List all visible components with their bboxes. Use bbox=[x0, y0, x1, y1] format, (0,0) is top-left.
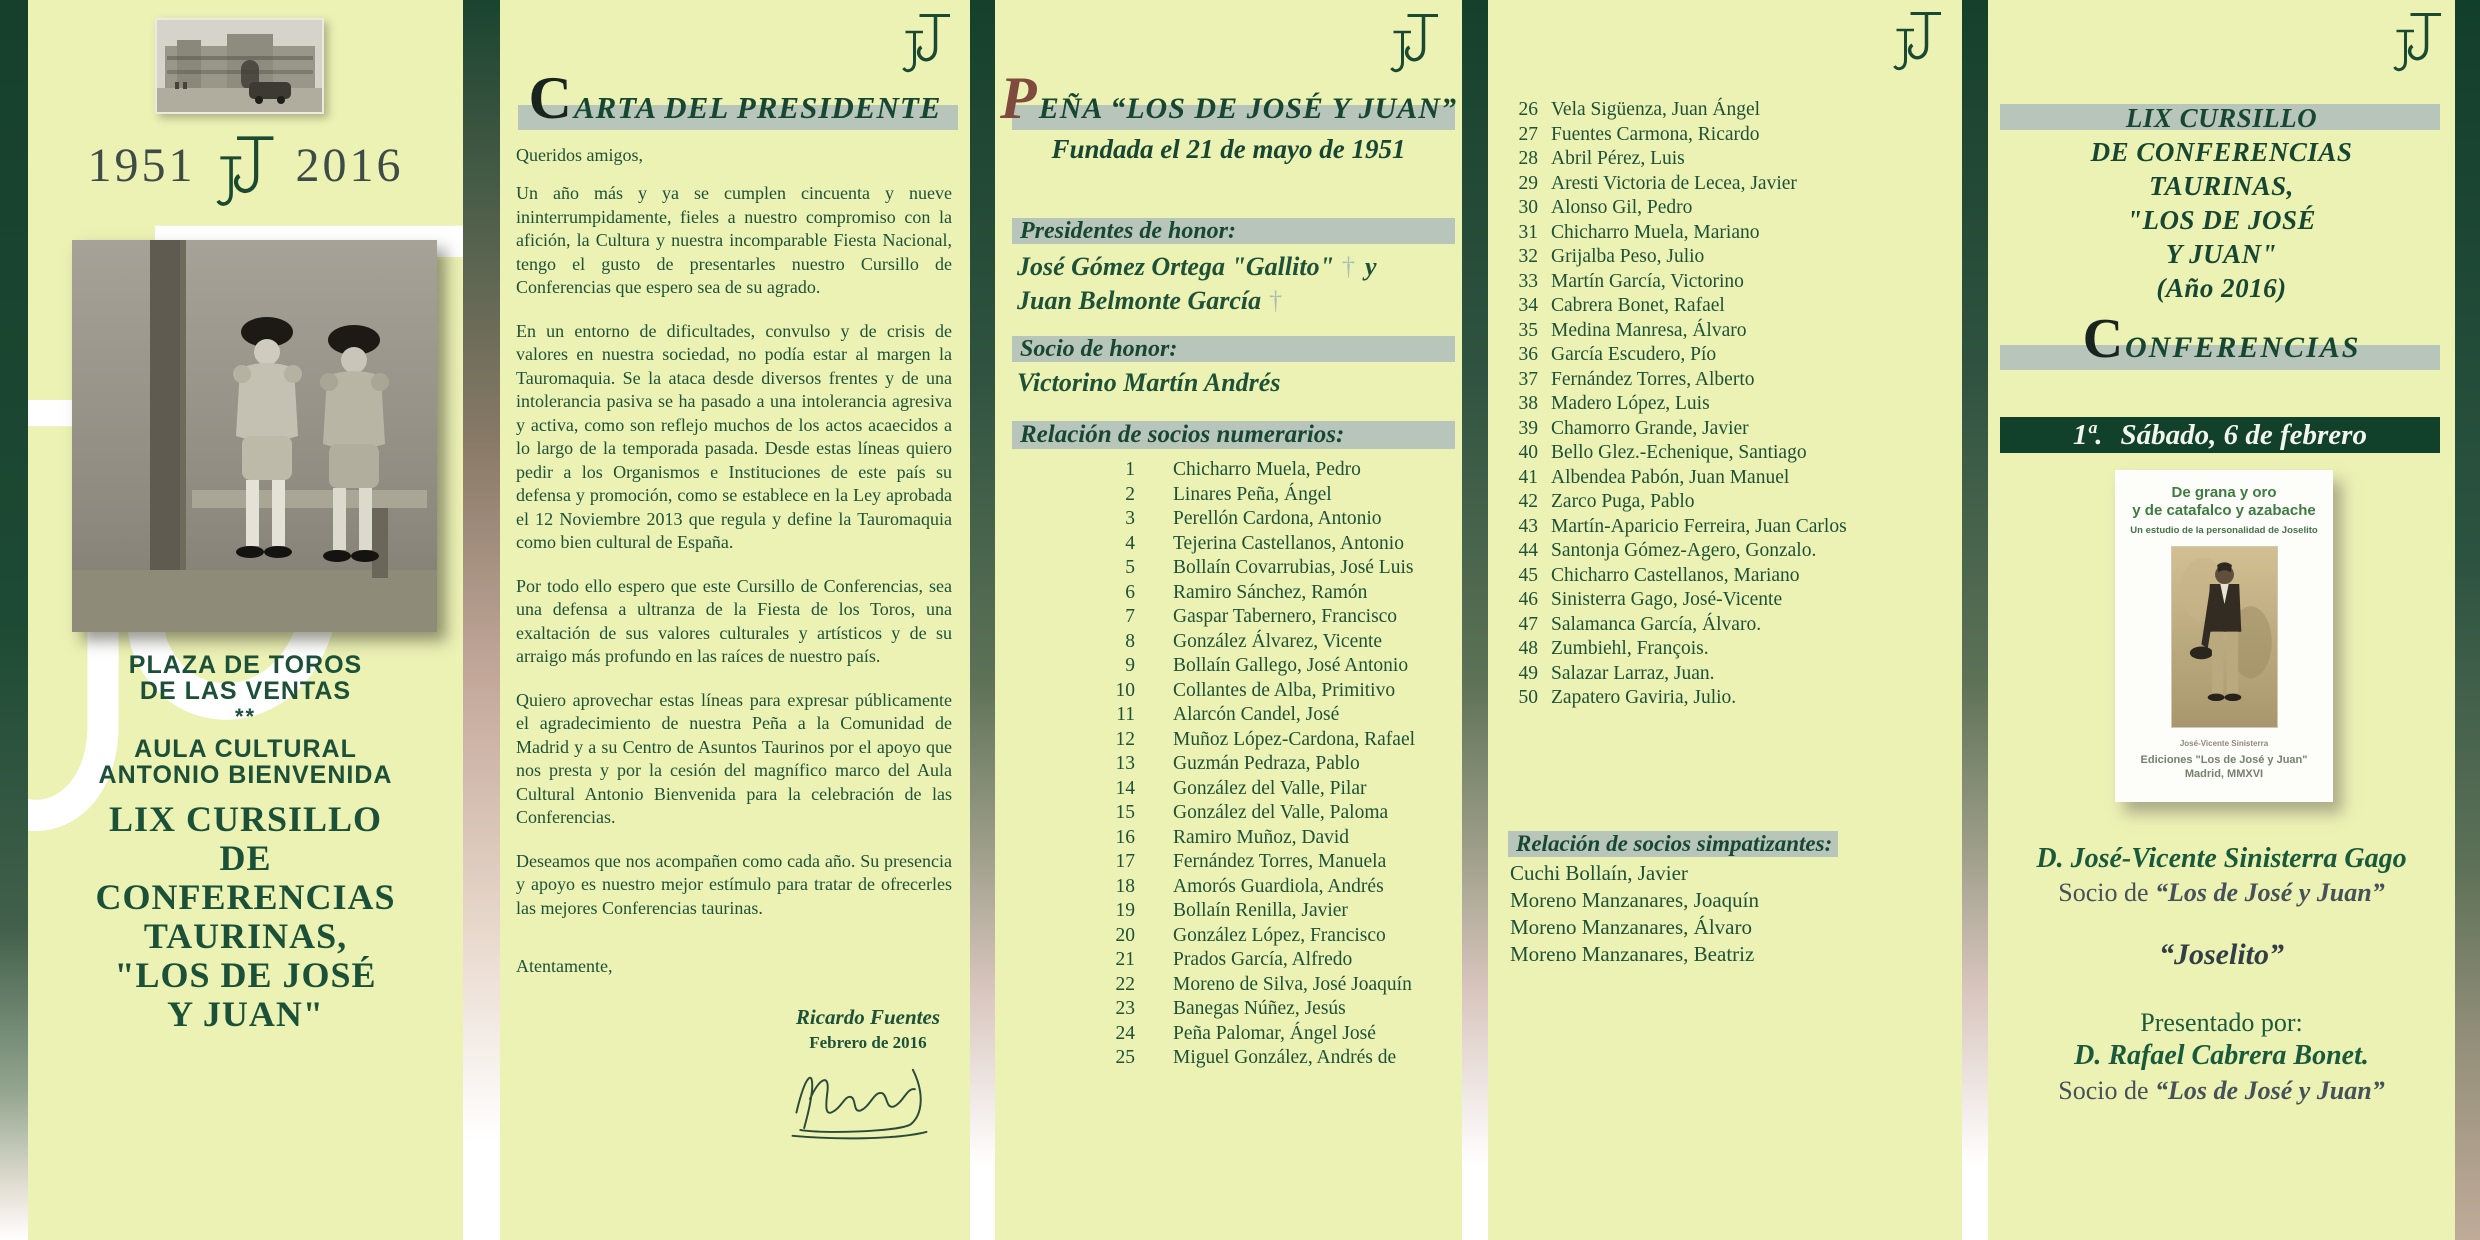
member-row bbox=[995, 556, 1458, 581]
member-number: 38 bbox=[1518, 393, 1538, 414]
member-name: Medina Manresa, Álvaro bbox=[1551, 319, 1747, 341]
member-name: Salazar Larraz, Juan. bbox=[1551, 662, 1715, 684]
member-number: 3 bbox=[1125, 508, 1135, 529]
member-row bbox=[1492, 515, 1958, 540]
letter-paragraph: Un año más y ya se cumplen cincuenta y nueve ininterrumpidamente, fieles a nuestro compromiso con la afición, la Cultura y nuestra incomparable Fiesta Nacional, tengo el gusto de presentarles nuestro Cursillo de Conferencias que espero sea de su agrado. bbox=[516, 183, 952, 297]
panel-program bbox=[1988, 0, 2455, 1240]
member-name: Tejerina Castellanos, Antonio bbox=[1173, 532, 1404, 554]
jj-monogram-icon bbox=[1390, 12, 1440, 74]
member-row bbox=[995, 483, 1458, 508]
member-name: Banegas Núñez, Jesús bbox=[1173, 998, 1346, 1019]
program-title bbox=[1988, 101, 2455, 305]
member-number: 33 bbox=[1518, 270, 1538, 292]
member-number: 37 bbox=[1518, 368, 1538, 390]
honor-member-name: Victorino Martín Andrés bbox=[1017, 368, 1281, 397]
member-row bbox=[995, 752, 1458, 777]
member-row bbox=[1492, 368, 1958, 393]
member-number: 15 bbox=[1115, 802, 1135, 823]
member-name: Bollaín Gallego, José Antonio bbox=[1173, 655, 1409, 676]
member-name: Madero López, Luis bbox=[1551, 393, 1710, 414]
session-date: Sábado, 6 de febrero bbox=[2120, 419, 2367, 451]
toreros-photo bbox=[72, 240, 437, 632]
letter-paragraph: Quiero aprovechar estas líneas para expresar públicamente el agradecimiento de nuestra Peña a la Comunidad de Madrid y a su Centro de Asuntos Taurinos por el apoyo que nos presta y por la cesión del magnífico marco del Aula Cultural Antonio Bienvenida para la celebración de las Conferencias. bbox=[516, 689, 952, 827]
member-name: Chicharro Muela, Mariano bbox=[1551, 221, 1760, 243]
member-number: 41 bbox=[1518, 466, 1538, 488]
member-row bbox=[1492, 613, 1958, 638]
member-row bbox=[995, 948, 1458, 973]
member-name: Chicharro Muela, Pedro bbox=[1173, 459, 1361, 480]
member-row bbox=[1492, 564, 1958, 589]
letter-paragraph: Deseamos que nos acompañen como cada año. Su presencia y apoyo es nuestro mejor estímulo para tratar de ofrecerles las mejores Conferencias taurinas. bbox=[516, 850, 952, 918]
member-name: García Escudero, Pío bbox=[1551, 344, 1717, 365]
aula-line: AULA CULTURAL bbox=[134, 735, 357, 763]
member-number: 39 bbox=[1518, 417, 1538, 439]
member-number: 28 bbox=[1518, 148, 1538, 169]
member-row bbox=[995, 899, 1458, 924]
cover-title bbox=[28, 800, 463, 1034]
panel-cover bbox=[28, 0, 463, 1240]
panel-members bbox=[1488, 0, 1962, 1240]
member-name: Martín García, Victorino bbox=[1551, 270, 1744, 292]
cover-title-line: "LOS DE JOSÉ bbox=[114, 955, 377, 995]
member-name: Zapatero Gaviria, Julio. bbox=[1551, 687, 1737, 708]
member-name: Miguel González, Andrés de bbox=[1173, 1047, 1397, 1068]
cover-title-line: CONFERENCIAS bbox=[95, 877, 396, 917]
member-row bbox=[1492, 637, 1958, 662]
member-row bbox=[1492, 392, 1958, 417]
member-row bbox=[995, 826, 1458, 851]
panel-pena bbox=[995, 0, 1462, 1240]
letter-paragraph: En un entorno de dificultades, convulso y de crisis de valores en nuestra sociedad, no podía estar al margen la Tauromaquia. Se la ataca desde diversos frentes y de una intolerancia pasiva se ha pasado a una intolerancia agresiva y activa, como son reflejo muchos de los actos acaecidos a lo largo de la temporada pasada. Desde estas líneas quiero pedir a los Organismos e Instituciones de este país su defensa y promoción, como se establece en la Ley aprobada el 12 Noviembre 2013 que regula y define la Tauromaquia como bien cultural de España. bbox=[516, 320, 952, 552]
member-number: 1 bbox=[1125, 459, 1135, 480]
cover-title-line: DE bbox=[219, 838, 272, 878]
member-name: Fernández Torres, Alberto bbox=[1551, 368, 1755, 390]
year-end: 2016 bbox=[295, 139, 404, 192]
member-number: 27 bbox=[1518, 123, 1538, 145]
member-row bbox=[995, 875, 1458, 900]
program-title-line: LIX CURSILLO bbox=[2125, 103, 2318, 133]
jj-monogram-icon bbox=[902, 12, 952, 74]
member-number: 36 bbox=[1518, 344, 1538, 365]
simpatizante-name: Moreno Manzanares, Beatriz bbox=[1510, 942, 1755, 966]
numerarios-label: Relación de socios numerarios: bbox=[1020, 421, 1345, 448]
member-name: González Álvarez, Vicente bbox=[1173, 630, 1383, 652]
pena-heading bbox=[995, 65, 1462, 143]
member-row bbox=[1492, 221, 1958, 246]
member-row bbox=[1492, 123, 1958, 148]
member-row bbox=[1492, 172, 1958, 197]
member-row bbox=[995, 458, 1458, 483]
simpatizantes-list bbox=[1510, 860, 1759, 968]
member-name: Aresti Victoria de Lecea, Javier bbox=[1551, 172, 1797, 194]
member-row bbox=[1492, 588, 1958, 613]
member-number: 25 bbox=[1115, 1047, 1135, 1068]
member-number: 10 bbox=[1115, 679, 1135, 701]
member-name: Perellón Cardona, Antonio bbox=[1173, 508, 1382, 529]
member-row bbox=[995, 777, 1458, 802]
heading-initial: C bbox=[528, 65, 574, 131]
cross-icon: † bbox=[1269, 286, 1283, 315]
simpatizante-name: Cuchi Bollaín, Javier bbox=[1510, 861, 1688, 885]
book-author: José-Vicente Sinisterra bbox=[2179, 739, 2269, 748]
member-name: González del Valle, Paloma bbox=[1173, 802, 1389, 823]
member-name: Grijalba Peso, Julio bbox=[1551, 246, 1705, 267]
simpatizantes-bar bbox=[1508, 831, 1838, 857]
member-number: 9 bbox=[1125, 655, 1135, 676]
member-number: 6 bbox=[1125, 581, 1135, 603]
member-name: Santonja Gómez-Agero, Gonzalo. bbox=[1551, 540, 1817, 561]
member-row bbox=[1492, 466, 1958, 491]
member-number: 11 bbox=[1116, 704, 1135, 725]
member-number: 34 bbox=[1518, 295, 1538, 316]
member-number: 50 bbox=[1518, 687, 1538, 708]
member-row bbox=[1492, 294, 1958, 319]
member-number: 12 bbox=[1115, 728, 1135, 750]
honor-presidents-label: Presidentes de honor: bbox=[1020, 218, 1236, 244]
venue-lines bbox=[28, 652, 463, 704]
member-number: 5 bbox=[1125, 557, 1135, 578]
member-number: 45 bbox=[1518, 564, 1538, 586]
program-title-line: Y JUAN" bbox=[2165, 239, 2278, 269]
simpatizante-name: Moreno Manzanares, Joaquín bbox=[1510, 888, 1760, 912]
member-number: 16 bbox=[1115, 826, 1135, 848]
honor-member-bar bbox=[1012, 336, 1455, 362]
conjunction: y bbox=[1365, 252, 1377, 281]
member-row bbox=[995, 605, 1458, 630]
plaza-de-las-ventas-photo bbox=[155, 18, 324, 114]
numerarios-list bbox=[995, 458, 1458, 1071]
member-name: Linares Peña, Ángel bbox=[1173, 483, 1332, 505]
aula-line: ANTONIO BIENVENIDA bbox=[98, 761, 393, 789]
member-number: 22 bbox=[1115, 973, 1135, 995]
member-number: 29 bbox=[1518, 172, 1538, 194]
fold-gutter bbox=[463, 0, 500, 1240]
member-name: Abril Pérez, Luis bbox=[1551, 148, 1685, 169]
member-row bbox=[995, 532, 1458, 557]
member-name: Ramiro Sánchez, Ramón bbox=[1173, 581, 1368, 603]
member-row bbox=[995, 1022, 1458, 1047]
cover-title-line: LIX CURSILLO bbox=[108, 799, 383, 839]
member-name: Alonso Gil, Pedro bbox=[1551, 197, 1693, 218]
member-row bbox=[995, 801, 1458, 826]
member-number: 31 bbox=[1518, 221, 1538, 243]
honor-president-2: Juan Belmonte García † bbox=[1017, 286, 1292, 316]
lecture-title: “Joselito” bbox=[2159, 938, 2284, 971]
signed-date: Febrero de 2016 bbox=[809, 1033, 927, 1052]
aula-lines bbox=[28, 736, 463, 788]
presented-by-label: Presentado por: bbox=[2140, 1008, 2303, 1037]
book-title: De grana y oro y de catafalco y azabache bbox=[2132, 484, 2316, 519]
member-row bbox=[1492, 539, 1958, 564]
member-number: 23 bbox=[1115, 998, 1135, 1019]
member-number: 46 bbox=[1518, 589, 1538, 610]
member-name: Guzmán Pedraza, Pablo bbox=[1173, 753, 1360, 774]
member-row bbox=[1492, 343, 1958, 368]
program-title-line: DE CONFERENCIAS bbox=[2090, 137, 2353, 167]
member-name: Chamorro Grande, Javier bbox=[1551, 417, 1749, 439]
letter-salutation: Queridos amigos, bbox=[516, 145, 643, 165]
heading-initial: P bbox=[1000, 65, 1039, 131]
right-edge-band bbox=[2455, 0, 2480, 1240]
member-number: 42 bbox=[1518, 491, 1538, 512]
member-row bbox=[995, 728, 1458, 753]
member-name: Martín-Aparicio Ferreira, Juan Carlos bbox=[1551, 515, 1847, 537]
venue-separator: ** bbox=[234, 704, 257, 729]
honor-member-label: Socio de honor: bbox=[1020, 336, 1178, 362]
member-row bbox=[1492, 245, 1958, 270]
member-row bbox=[995, 850, 1458, 875]
member-row bbox=[995, 973, 1458, 998]
member-name: Fuentes Carmona, Ricardo bbox=[1551, 123, 1760, 145]
member-name: Fernández Torres, Manuela bbox=[1173, 851, 1387, 872]
member-name: Zumbiehl, François. bbox=[1551, 638, 1709, 659]
member-row bbox=[1492, 270, 1958, 295]
venue-block bbox=[28, 652, 463, 788]
presenter-membership: Socio de “Los de José y Juan” bbox=[2058, 1076, 2385, 1105]
member-number: 26 bbox=[1518, 99, 1538, 120]
member-row bbox=[1492, 662, 1958, 687]
member-row bbox=[1492, 319, 1958, 344]
member-row bbox=[995, 679, 1458, 704]
speaker-name: D. José-Vicente Sinisterra Gago bbox=[2036, 843, 2407, 874]
simpatizante-name: Moreno Manzanares, Álvaro bbox=[1510, 915, 1752, 939]
member-row bbox=[995, 997, 1458, 1022]
member-number: 17 bbox=[1115, 851, 1135, 872]
heading-rest: ONFERENCIAS bbox=[2125, 331, 2361, 364]
year-start: 1951 bbox=[87, 139, 196, 192]
member-number: 43 bbox=[1518, 515, 1538, 537]
member-name: Muñoz López-Cardona, Rafael bbox=[1173, 728, 1416, 750]
member-name: Gaspar Tabernero, Francisco bbox=[1173, 606, 1398, 627]
member-number: 49 bbox=[1518, 662, 1538, 684]
letter-paragraphs bbox=[516, 182, 952, 920]
program-title-line: "LOS DE JOSÉ bbox=[2126, 205, 2317, 235]
member-row bbox=[995, 630, 1458, 655]
anniversary-years bbox=[28, 132, 463, 208]
member-number: 4 bbox=[1125, 532, 1135, 554]
member-name: Amorós Guardiola, Andrés bbox=[1173, 875, 1384, 897]
cross-icon: † bbox=[1342, 252, 1356, 281]
member-number: 32 bbox=[1518, 246, 1538, 267]
member-row bbox=[995, 507, 1458, 532]
session-date-bar bbox=[2000, 417, 2440, 453]
simpatizantes-label: Relación de socios simpatizantes: bbox=[1516, 831, 1833, 856]
heading-rest: ARTA DEL PRESIDENTE bbox=[573, 90, 942, 125]
signer-name: Ricardo Fuentes bbox=[795, 1005, 940, 1029]
member-number: 14 bbox=[1115, 777, 1135, 799]
numerarios-list-continued bbox=[1492, 98, 1958, 711]
heading-initial: C bbox=[2082, 308, 2126, 370]
venue-line: PLAZA DE TOROS bbox=[128, 651, 363, 679]
member-name: Cabrera Bonet, Rafael bbox=[1551, 295, 1725, 316]
program-title-line: (Año 2016) bbox=[2156, 273, 2287, 303]
member-number: 40 bbox=[1518, 442, 1538, 463]
fold-gutter bbox=[1962, 0, 1988, 1240]
member-row bbox=[995, 703, 1458, 728]
member-number: 7 bbox=[1125, 606, 1135, 627]
signature-block bbox=[796, 1005, 940, 1053]
member-name: González del Valle, Pilar bbox=[1173, 777, 1367, 799]
honor-presidents-bar bbox=[1012, 218, 1455, 244]
jj-monogram-icon bbox=[2393, 11, 2443, 73]
member-name: Ramiro Muñoz, David bbox=[1173, 826, 1350, 848]
numerarios-bar bbox=[1012, 421, 1455, 449]
speaker-membership: Socio de “Los de José y Juan” bbox=[2058, 878, 2385, 907]
member-number: 47 bbox=[1518, 613, 1538, 635]
founded-line: Fundada el 21 de mayo de 1951 bbox=[1051, 134, 1406, 164]
letter-heading bbox=[500, 65, 970, 143]
book-cover-photo bbox=[2171, 546, 2278, 728]
member-name: Albendea Pabón, Juan Manuel bbox=[1551, 466, 1790, 488]
member-name: Bello Glez.-Echenique, Santiago bbox=[1551, 442, 1807, 463]
member-number: 8 bbox=[1125, 630, 1135, 652]
member-name: Salamanca García, Álvaro. bbox=[1551, 613, 1762, 635]
venue-line: DE LAS VENTAS bbox=[139, 677, 352, 705]
member-number: 48 bbox=[1518, 638, 1538, 659]
member-number: 13 bbox=[1115, 753, 1135, 774]
member-row bbox=[995, 1046, 1458, 1071]
fold-gutter bbox=[970, 0, 995, 1240]
member-row bbox=[1492, 147, 1958, 172]
cover-title-line: TAURINAS, bbox=[143, 916, 348, 956]
session-number: 1ª. bbox=[2073, 419, 2103, 451]
member-number: 24 bbox=[1115, 1022, 1135, 1044]
member-name: Collantes de Alba, Primitivo bbox=[1173, 679, 1396, 701]
member-number: 30 bbox=[1518, 197, 1538, 218]
book-subtitle: Un estudio de la personalidad de Joselito bbox=[2130, 525, 2318, 536]
book-edition: Madrid, MMXVI bbox=[2184, 768, 2264, 780]
member-name: Alarcón Candel, José bbox=[1173, 704, 1340, 725]
letter-paragraph: Por todo ello espero que este Cursillo de Conferencias, sea una defensa a ultranza de la Fiesta de los Toros, una exaltación de sus valores culturales y artísticos y de su arraigo más profundo en las raíces de nuestro país. bbox=[516, 575, 952, 666]
book-cover bbox=[2115, 470, 2333, 802]
member-number: 20 bbox=[1115, 924, 1135, 946]
letter-body bbox=[516, 145, 952, 977]
member-row bbox=[1492, 441, 1958, 466]
member-name: Vela Sigüenza, Juan Ángel bbox=[1551, 99, 1761, 120]
member-name: González López, Francisco bbox=[1173, 924, 1386, 946]
member-row bbox=[1492, 686, 1958, 711]
conferencias-heading bbox=[1988, 308, 2455, 381]
member-row bbox=[1492, 196, 1958, 221]
program-title-line: TAURINAS, bbox=[2149, 171, 2294, 201]
member-name: Peña Palomar, Ángel José bbox=[1173, 1022, 1376, 1044]
member-number: 35 bbox=[1518, 319, 1538, 341]
member-name: Bollaín Renilla, Javier bbox=[1173, 900, 1348, 921]
member-number: 19 bbox=[1115, 900, 1135, 921]
member-row bbox=[1492, 490, 1958, 515]
member-name: Moreno de Silva, José Joaquín bbox=[1173, 973, 1412, 995]
handwritten-signature bbox=[777, 1052, 942, 1140]
member-number: 18 bbox=[1115, 875, 1135, 897]
fold-gutter bbox=[1462, 0, 1488, 1240]
member-name: Bollaín Covarrubias, José Luis bbox=[1173, 557, 1414, 578]
heading-rest: EÑA “LOS DE JOSÉ Y JUAN” bbox=[1038, 92, 1457, 125]
panel-letter bbox=[500, 0, 970, 1240]
member-number: 2 bbox=[1125, 483, 1135, 505]
member-row bbox=[1492, 98, 1958, 123]
member-row bbox=[1492, 417, 1958, 442]
member-name: Prados García, Alfredo bbox=[1173, 949, 1353, 970]
jj-monogram-icon bbox=[216, 134, 276, 208]
member-name: Sinisterra Gago, José-Vicente bbox=[1551, 589, 1783, 610]
presenter-name: D. Rafael Cabrera Bonet. bbox=[2074, 1040, 2369, 1071]
cover-title-line: Y JUAN" bbox=[167, 994, 324, 1034]
member-row bbox=[995, 654, 1458, 679]
member-row bbox=[995, 924, 1458, 949]
book-publisher: Ediciones "Los de José y Juan" bbox=[2140, 754, 2308, 766]
member-number: 21 bbox=[1115, 949, 1135, 970]
left-edge-band bbox=[0, 0, 28, 1240]
letter-closing: Atentamente, bbox=[516, 956, 613, 976]
member-name: Zarco Puga, Pablo bbox=[1551, 491, 1695, 512]
jj-monogram-icon bbox=[1893, 10, 1943, 72]
member-name: Chicharro Castellanos, Mariano bbox=[1551, 564, 1800, 586]
honor-president-1: José Gómez Ortega "Gallito" † y bbox=[1017, 252, 1377, 281]
member-row bbox=[995, 581, 1458, 606]
member-number: 44 bbox=[1518, 540, 1538, 561]
